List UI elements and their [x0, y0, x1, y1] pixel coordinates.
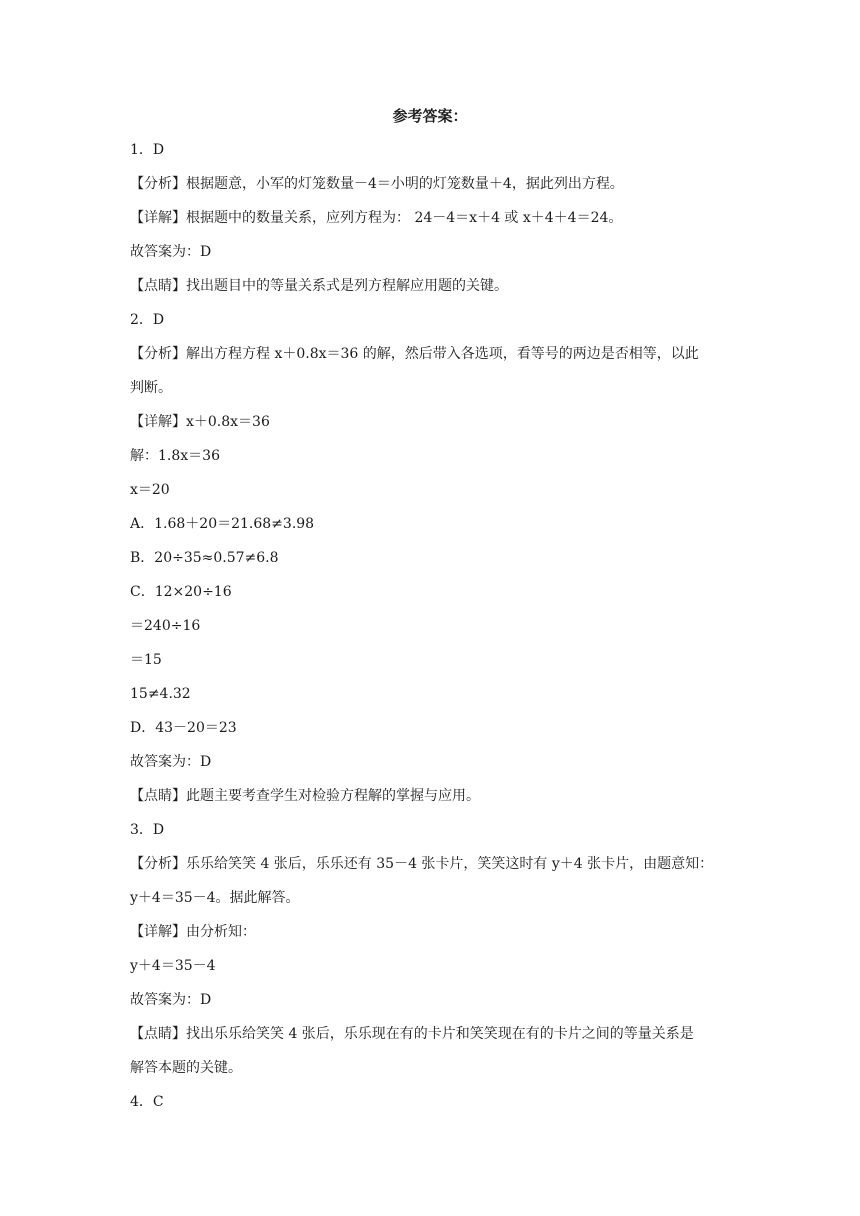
answer-line: 【点睛】找出乐乐给笑笑 4 张后，乐乐现在有的卡片和笑笑现在有的卡片之间的等量关系是	[130, 1026, 694, 1042]
answer-line: 【详解】x＋0.8x＝36	[130, 414, 270, 430]
answer-line: 解答本题的关键。	[130, 1060, 242, 1076]
answer-line: 【详解】根据题中的数量关系，应列方程为： 24－4＝x＋4 或 x＋4＋4＝24。	[130, 210, 623, 226]
answer-lines	[130, 133, 740, 1119]
answer-line: 【分析】乐乐给笑笑 4 张后，乐乐还有 35－4 张卡片，笑笑这时有 y＋4 张卡片，由题意知：	[130, 856, 714, 872]
answer-line: 故答案为：D	[130, 992, 212, 1008]
answer-line: 故答案为：D	[130, 244, 212, 260]
answer-line: D．43－20＝23	[130, 720, 237, 736]
answer-line: 故答案为：D	[130, 754, 212, 770]
answer-line: 解：1.8x＝36	[130, 448, 220, 464]
answer-line: 判断。	[130, 380, 172, 396]
answer-line: x＝20	[130, 482, 170, 498]
answer-line: y＋4＝35－4。据此解答。	[130, 890, 300, 906]
answer-line: 4．C	[130, 1094, 164, 1110]
answer-line: 【详解】由分析知：	[130, 924, 256, 940]
answer-line: ＝15	[130, 652, 162, 668]
answer-line: ＝240÷16	[130, 618, 201, 634]
answer-line: 15≠4.32	[130, 686, 191, 702]
answer-line: y＋4＝35－4	[130, 958, 216, 974]
page-title: 参考答案：	[392, 107, 468, 125]
answer-line: C．12×20÷16	[130, 584, 232, 600]
answer-line: 【点睛】找出题目中的等量关系式是列方程解应用题的关键。	[130, 278, 508, 294]
answer-line: 【分析】根据题意，小军的灯笼数量－4＝小明的灯笼数量＋4，据此列出方程。	[130, 176, 624, 192]
answer-line: 【点睛】此题主要考查学生对检验方程解的掌握与应用。	[130, 788, 480, 804]
answer-line: B．20÷35≈0.57≠6.8	[130, 550, 279, 566]
answer-line: 【分析】解出方程方程 x＋0.8x＝36 的解，然后带入各选项，看等号的两边是否相等，以此	[130, 346, 699, 362]
answer-line: A．1.68＋20＝21.68≠3.98	[130, 516, 315, 532]
answer-line: 2．D	[130, 312, 165, 328]
answer-line: 1．D	[130, 142, 165, 158]
answer-line: 3．D	[130, 822, 165, 838]
